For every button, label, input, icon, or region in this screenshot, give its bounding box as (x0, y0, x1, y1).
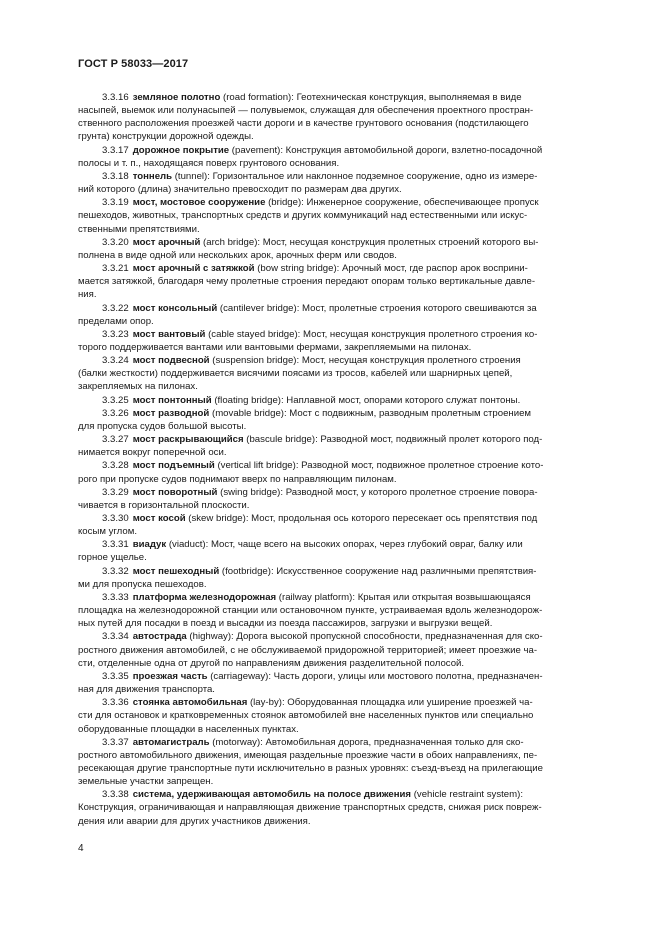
definition-line (78, 459, 587, 472)
defined-term: мост арочный с затяжкой (132, 263, 255, 275)
definition-line (78, 815, 587, 828)
clause-number: 3.3.33 (102, 591, 129, 603)
definition-text: (viaduct): Мост, чаще всего на высоких опорах, через глубокий овраг, балку или (166, 539, 523, 551)
definition-line (78, 275, 587, 288)
definition-line (78, 538, 587, 551)
clause-number: 3.3.34 (102, 631, 129, 643)
defined-term: мост, мостовое сооружение (132, 197, 266, 209)
clause-number: 3.3.38 (102, 789, 129, 801)
definition-text: (балки жесткости) поддерживается висячими поясами из тросов, кабелей или шарнирных цепей, (78, 368, 513, 380)
defined-term: земляное полотно (132, 92, 221, 103)
definition-line (78, 236, 587, 249)
definition-text: (bow string bridge): Арочный мост, где распор арок восприни- (254, 263, 528, 275)
definition-text: Конструкция, ограничивающая и направляющая движение транспортных средств, снижая риск повреж- (78, 802, 542, 814)
defined-term: мост понтонный (132, 394, 212, 406)
defined-term: мост арочный (132, 236, 201, 248)
definition-entry (78, 459, 587, 485)
definition-entry (78, 512, 587, 538)
definition-text: ростного автомобильного движения, имеющая раздельные проезжие части в обоих направлениях, пе- (78, 749, 538, 761)
definition-text: (pavement): Конструкция автомобильной дороги, взлетно-посадочной (229, 144, 543, 156)
definition-line (78, 209, 587, 222)
definition-line (78, 380, 587, 393)
definition-entry (78, 394, 587, 407)
defined-term: мост подвесной (132, 355, 210, 367)
definition-line (78, 565, 587, 578)
defined-term: мост поворотный (132, 486, 218, 498)
definition-text: нимается вокруг поперечной оси. (78, 447, 227, 459)
definition-text: (footbridge): Искусственное сооружение над различными препятствия- (219, 565, 537, 577)
clause-number: 3.3.35 (102, 670, 129, 682)
definition-text: ний которого (длина) значительно превосходит по размерам два других. (78, 184, 402, 196)
definition-line (78, 144, 587, 157)
definition-entry (78, 328, 587, 354)
definition-text: горное ущелье. (78, 552, 147, 564)
definition-line (78, 644, 587, 657)
definitions-list (78, 91, 587, 828)
definition-text: пешеходов, животных, транспортных средств и других коммуникаций над естественными или искус- (78, 210, 528, 222)
defined-term: автострада (132, 631, 187, 643)
clause-number: 3.3.30 (102, 513, 129, 524)
definition-text: мается затяжкой, благодаря чему пролетные строения передают опорам только вертикальные давле- (78, 276, 536, 288)
defined-term: автомагистраль (132, 736, 210, 748)
definition-line (78, 328, 587, 341)
definition-entry (78, 262, 587, 301)
definition-entry (78, 302, 587, 328)
defined-term: мост разводной (132, 407, 210, 419)
clause-number: 3.3.28 (102, 460, 129, 472)
definition-text: (road formation): Геотехническая конструкция, выполняемая в виде (220, 92, 522, 103)
defined-term: стоянка автомобильная (132, 697, 248, 709)
definition-line (78, 196, 587, 209)
definition-line (78, 354, 587, 367)
definition-text: (swing bridge): Разводной мост, у которого пролетное строение повора- (217, 486, 538, 498)
definition-line (78, 683, 587, 696)
clause-number: 3.3.25 (102, 394, 129, 406)
definition-line (78, 657, 587, 670)
definition-entry (78, 591, 587, 630)
definition-text: торого поддерживается вантами или вантовыми фермами, закрепляемыми на пилонах. (78, 341, 472, 353)
definition-text: (movable bridge): Мост с подвижным, разводным пролетным строением (209, 407, 532, 419)
clause-number: 3.3.32 (102, 565, 129, 577)
definition-text: площадка на железнодорожной станции или остановочном пункте, устраиваемая вдоль железнодорож- (78, 605, 543, 617)
definition-line (78, 630, 587, 643)
clause-number: 3.3.29 (102, 486, 129, 498)
definition-entry (78, 236, 587, 262)
definition-line (78, 473, 587, 486)
definition-line (78, 670, 587, 683)
clause-number: 3.3.21 (102, 263, 129, 275)
definition-text: (floating bridge): Наплавной мост, опорами которого служат понтоны. (211, 394, 521, 406)
defined-term: мост консольный (132, 302, 218, 314)
definition-entry (78, 433, 587, 459)
definition-line (78, 157, 587, 170)
definition-text: (tunnel): Горизонтальное или наклонное подземное сооружение, одно из измере- (172, 170, 538, 182)
definition-text: ственными препятствиями. (78, 223, 200, 235)
definition-text: (bridge): Инженерное сооружение, обеспечивающее пропуск (265, 197, 539, 209)
definition-line (78, 749, 587, 762)
definition-line (78, 736, 587, 749)
definition-line (78, 302, 587, 315)
definition-line (78, 775, 587, 788)
definition-line (78, 341, 587, 354)
definition-text: ния. (78, 289, 97, 301)
definition-line (78, 262, 587, 275)
clause-number: 3.3.22 (102, 302, 129, 314)
defined-term: мост косой (132, 513, 186, 524)
definition-entry (78, 538, 587, 564)
definition-line (78, 420, 587, 433)
definition-text: (lay-by): Оборудованная площадка или уширение проезжей ча- (247, 697, 533, 709)
definition-text: косым углом. (78, 526, 137, 538)
clause-number: 3.3.19 (102, 197, 129, 209)
definition-line (78, 394, 587, 407)
defined-term: система, удерживающая автомобиль на полосе движения (132, 789, 412, 801)
definition-line (78, 709, 587, 722)
definition-text: оборудованные площадки в населенных пунктах. (78, 723, 299, 735)
definition-line (78, 525, 587, 538)
definition-entry (78, 170, 587, 196)
definition-text: дения или аварии для других участников движения. (78, 815, 311, 827)
clause-number: 3.3.31 (102, 539, 129, 551)
definition-text: (bascule bridge): Разводной мост, подвижный пролет которого под- (243, 434, 543, 446)
standard-designation: ГОСТ Р 58033—2017 (78, 58, 189, 70)
clause-number: 3.3.26 (102, 407, 129, 419)
clause-number: 3.3.16 (102, 92, 129, 103)
definition-line (78, 183, 587, 196)
definition-line (78, 604, 587, 617)
definition-text: (skew bridge): Мост, продольная ось которого пересекает ось препятствия под (185, 513, 538, 524)
definition-text: закрепляемых на пилонах. (78, 381, 198, 393)
definition-text: пределами опор. (78, 315, 154, 327)
definition-entry (78, 144, 587, 170)
clause-number: 3.3.27 (102, 434, 129, 446)
definition-text: земельные участки запрещен. (78, 776, 214, 788)
clause-number: 3.3.37 (102, 736, 129, 748)
definition-text: (arch bridge): Мост, несущая конструкция пролетных строений которого вы- (200, 236, 539, 248)
definition-text: ресекающая другие транспортные пути исключительно в разных уровнях: съезд-въезд на прилегающие (78, 762, 543, 774)
definition-text: ных путей для посадки в поезд и высадки из поезда пассажиров, загрузки и выгрузки вещей. (78, 618, 493, 630)
definition-line (78, 723, 587, 736)
definition-line (78, 104, 587, 117)
clause-number: 3.3.36 (102, 697, 129, 709)
definition-text: (highway): Дорога высокой пропускной способности, предназначенная для ско- (186, 631, 543, 643)
defined-term: дорожное покрытие (132, 144, 230, 156)
definition-line (78, 788, 587, 801)
definition-line (78, 762, 587, 775)
page-number: 4 (78, 843, 84, 854)
definition-line (78, 249, 587, 262)
definition-text: ная для движения транспорта. (78, 684, 215, 696)
defined-term: виадук (132, 539, 167, 551)
clause-number: 3.3.23 (102, 328, 129, 340)
definition-text: (suspension bridge): Мост, несущая конструкция пролетного строения (209, 355, 521, 367)
defined-term: мост подъемный (132, 460, 215, 472)
definition-entry (78, 354, 587, 393)
definition-text: полнена в виде одной или нескольких арок, арочных ферм или сводов. (78, 249, 397, 261)
definition-text: сти для остановок и кратковременных стоянок автомобилей вне населенных пунктов или специально (78, 710, 534, 722)
definition-line (78, 499, 587, 512)
clause-number: 3.3.18 (102, 170, 129, 182)
definition-line (78, 512, 587, 525)
definition-line (78, 696, 587, 709)
definition-line (78, 288, 587, 301)
defined-term: проезжая часть (132, 670, 208, 682)
definition-line (78, 433, 587, 446)
definition-line (78, 223, 587, 236)
definition-text: (cable stayed bridge): Мост, несущая конструкция пролетного строения ко- (205, 328, 538, 340)
definition-text: ми для пропуска пешеходов. (78, 578, 207, 590)
definition-line (78, 591, 587, 604)
definition-text: (motorway): Автомобильная дорога, предназначенная только для ско- (209, 736, 524, 748)
definition-text: чивается в горизонтальной плоскости. (78, 499, 250, 511)
definition-entry (78, 91, 587, 144)
definition-entry (78, 670, 587, 696)
definition-text: (railway platform): Крытая или открытая возвышающаяся (276, 591, 531, 603)
definition-line (78, 801, 587, 814)
clause-number: 3.3.24 (102, 355, 129, 367)
definition-entry (78, 565, 587, 591)
definition-text: (cantilever bridge): Мост, пролетные строения которого свешиваются за (217, 302, 537, 314)
definition-line (78, 367, 587, 380)
definition-line (78, 170, 587, 183)
definition-line (78, 446, 587, 459)
definition-text: насыпей, выемок или полунасыпей — полувыемок, служащая для обеспечения проектного простран- (78, 105, 534, 117)
definition-text: (vehicle restraint system): (411, 789, 523, 801)
definition-text: (carriageway): Часть дороги, улицы или мостового полотна, предназначен- (207, 670, 543, 682)
definition-text: ственного расположения проезжей части дороги и в качестве грунтового основания (подстилающего (78, 118, 529, 130)
defined-term: мост пешеходный (132, 565, 220, 577)
definition-line (78, 407, 587, 420)
definition-line (78, 91, 587, 104)
clause-number: 3.3.17 (102, 144, 129, 156)
definition-text: для пропуска судов большой высоты. (78, 420, 247, 432)
definition-line (78, 551, 587, 564)
definition-entry (78, 486, 587, 512)
definition-entry (78, 696, 587, 735)
definition-line (78, 486, 587, 499)
definition-text: рого при пропуске судов поднимают вверх по направляющим пилонам. (78, 473, 397, 485)
definition-text: ростного движения автомобилей, с не обслуживаемой придорожной территорией; имеет проезжие ча- (78, 644, 538, 656)
definition-entry (78, 196, 587, 235)
definition-line (78, 617, 587, 630)
definition-line (78, 315, 587, 328)
definition-text: (vertical lift bridge): Разводной мост, подвижное пролетное строение кото- (214, 460, 544, 472)
definition-line (78, 578, 587, 591)
definition-text: сти, отделенные одна от другой по направлениям движения разделительной полосой. (78, 657, 465, 669)
defined-term: тоннель (132, 170, 173, 182)
definition-entry (78, 407, 587, 433)
definition-entry (78, 788, 587, 827)
definition-line (78, 130, 587, 143)
definition-text: полосы и т. п., находящаяся поверх грунтового основания. (78, 157, 340, 169)
defined-term: мост раскрывающийся (132, 434, 244, 446)
defined-term: платформа железнодорожная (132, 591, 277, 603)
definition-entry (78, 630, 587, 669)
definition-text: грунта) конструкции дорожной одежды. (78, 131, 254, 143)
definition-line (78, 117, 587, 130)
defined-term: мост вантовый (132, 328, 206, 340)
definition-entry (78, 736, 587, 789)
clause-number: 3.3.20 (102, 236, 129, 248)
